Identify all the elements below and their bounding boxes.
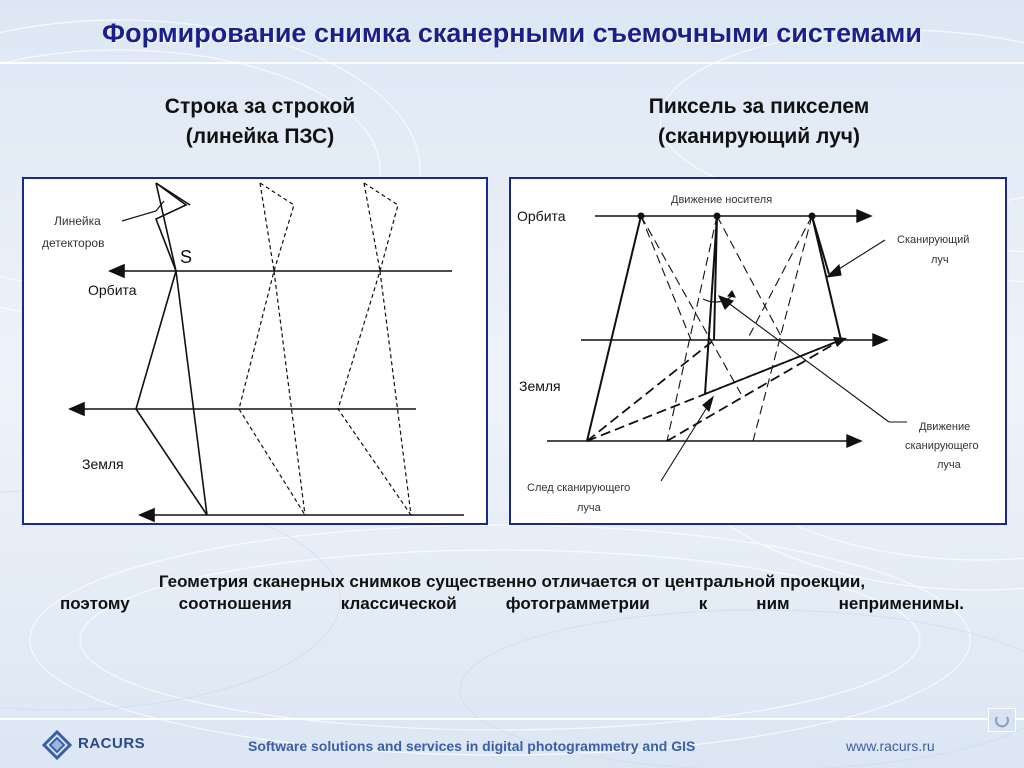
carrier-arrowhead xyxy=(857,210,871,222)
detector-label-line2: детекторов xyxy=(42,236,105,250)
caption xyxy=(60,571,964,615)
detector-label-line1: Линейка xyxy=(54,214,101,228)
ground-label: Земля xyxy=(82,456,124,472)
beam-trace-label-line1: След сканирующего xyxy=(527,482,631,494)
return-icon xyxy=(989,709,1015,731)
beam-trace xyxy=(587,340,841,441)
dashed-swaths xyxy=(239,183,411,515)
caption-line2: поэтому соотношения классической фотограмметрии к ним неприменимы. xyxy=(60,594,964,613)
logo-text: RACURS xyxy=(78,735,146,752)
orbit-label: Орбита xyxy=(88,282,137,298)
carrier-motion-label: Движение носителя xyxy=(671,194,773,206)
right-heading-line1: Пиксель за пикселем xyxy=(648,95,870,118)
beam-trace-label-line2: луча xyxy=(577,502,601,514)
title-divider xyxy=(0,62,1024,64)
slide-title: Формирование снимка сканерными съемочными системами xyxy=(102,18,922,48)
beam-motion-label-line1: Движение xyxy=(919,421,971,433)
trace-arrowhead xyxy=(833,337,847,347)
footer xyxy=(0,718,1024,768)
footer-divider xyxy=(0,718,1024,720)
right-column-heading xyxy=(579,92,939,152)
solid-swath xyxy=(136,183,207,515)
left-heading-line1: Строка за строкой xyxy=(164,95,356,118)
return-button[interactable] xyxy=(988,708,1016,732)
pixel-scan-diagram xyxy=(511,179,1005,523)
website-link[interactable]: www.racurs.ru xyxy=(846,738,935,754)
left-column-heading xyxy=(80,92,440,152)
orbit-label-right: Орбита xyxy=(517,208,566,224)
footer-tagline: Software solutions and services in digital photogrammetry and GIS xyxy=(248,738,696,754)
ground-label-right: Земля xyxy=(519,378,561,394)
beam-motion-pointer xyxy=(723,299,889,422)
scanning-beam-label-line2: луч xyxy=(931,254,949,266)
ground-arrowhead-upper xyxy=(70,403,84,415)
scanning-beam-label-line1: Сканирующий xyxy=(897,234,970,246)
pixel-scan-diagram-panel xyxy=(509,177,1007,525)
line-scan-diagram xyxy=(24,179,486,523)
ground-arrowhead-lower xyxy=(140,509,154,521)
line-scan-diagram-panel xyxy=(22,177,488,525)
right-heading-line2: (сканирующий луч) xyxy=(658,125,860,148)
orbit-arrowhead xyxy=(110,265,124,277)
beam-motion-label-line3: луча xyxy=(937,459,961,471)
beam-motion-label-line2: сканирующего xyxy=(905,440,979,452)
s-label: S xyxy=(180,247,193,267)
dashed-beams xyxy=(587,216,812,441)
caption-line1: Геометрия сканерных снимков существенно отличается от центральной проекции, xyxy=(158,572,866,591)
racurs-logo[interactable] xyxy=(40,726,180,764)
left-heading-line2: (линейка ПЗС) xyxy=(185,125,335,148)
racurs-logo-icon xyxy=(40,728,74,762)
